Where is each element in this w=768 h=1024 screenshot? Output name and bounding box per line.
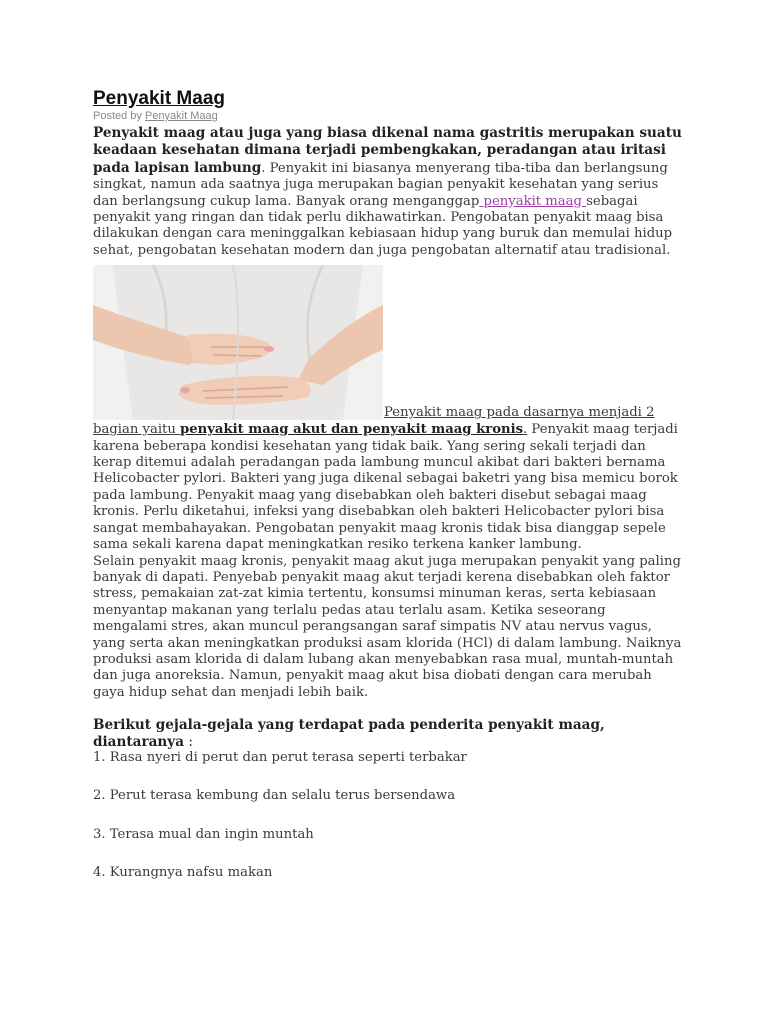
acute-paragraph: Selain penyakit maag kronis, penyakit maag akut juga merupakan penyakit yang paling banyak di dapati. Penyebab penyakit maag akut terjadi kerena disebabkan oleh faktor stress, pemakaian zat-zat kimia tertentu, konsumsi minuman keras, serta kebiasaan menyantap makanan yang terlalu pedas atau terlalu asam. Ketika seseorang mengalami stres, akan muncul perangsangan saraf simpatis NV atau nervus vagus, yang serta akan meningkatkan produksi asam klorida (HCl) di dalam lambung. Naiknya produksi asam klorida di dalam lubang akan menyebabkan rasa mual, muntah-muntah dan juga anoreksia. Namun, penyakit maag akut bisa diobati dengan cara merubah gaya hidup sehat dan menjadi lebih baik. — [93, 553, 682, 700]
byline-prefix: Posted by — [93, 110, 145, 122]
image-row — [93, 265, 683, 422]
caption-continuation: bagian yaitu — [93, 422, 181, 438]
symptoms-heading — [93, 717, 683, 750]
byline — [93, 110, 683, 123]
stomach-pain-photo — [93, 265, 383, 420]
list-item: 4. Kurangnya nafsu makan — [93, 865, 273, 881]
types-text: Penyakit maag terjadi karena beberapa kondisi kesehatan yang tidak baik. Yang sering sekali terjadi dan kerap ditemui adalah peradangan pada lambung muncul akibat dari bakteri bernama Helicobacter pylori. Bakteri yang juga dikenal sebagai baketri yang bisa memicu borok pada lambung. Penyakit maag yang disebabkan oleh bakteri disebut sebagai maag kronis. Perlu diketahui, infeksi yang disebabkan oleh bakteri Helicobacter pylori bisa sangat membahayakan. Pengobatan penyakit maag kronis tidak bisa dianggap sepele sama sekali karena dapat meningkatkan resiko terkena kanker lambung. — [93, 422, 678, 553]
article-title[interactable]: Penyakit Maag — [93, 88, 225, 109]
symptoms-heading-text: Berikut gejala-gejala yang terdapat pada penderita penyakit maag, diantaranya — [93, 717, 605, 750]
intro-text-2: sebagai penyakit yang ringan dan tidak perlu dikhawatirkan. Pengobatan penyakit maag bisa dilakukan dengan cara meninggalkan kebiasaan hidup yang buruk dan memulai hidup sehat, pengobatan kesehatan modern dan juga pengobatan alternatif atau tradisional. — [93, 193, 673, 258]
types-paragraph — [93, 422, 683, 553]
article — [93, 88, 683, 882]
caption-start: Penyakit maag pada dasarnya menjadi 2 — [384, 405, 655, 421]
intro-bold-text: Penyakit maag atau juga yang biasa dikenal nama gastritis merupakan suatu keadaan kesehatan dimana terjadi pembengkakan, peradangan atau iritasi pada lapisan lambung — [93, 125, 682, 176]
symptoms-list — [93, 750, 683, 882]
list-item: 2. Perut terasa kembung dan selalu terus bersendawa — [93, 788, 456, 804]
intro-paragraph — [93, 125, 683, 259]
types-bold-text: penyakit maag akut dan penyakit maag kronis — [180, 422, 524, 438]
symptoms-heading-colon: : — [184, 733, 193, 750]
intro-text-1: . Penyakit ini biasanya menyerang tiba-tiba dan berlangsung singkat, namun ada saatnya juga merupakan bagian penyakit kesehatan yang serius dan berlangsung cukup lama. Banyak orang menganggap — [93, 160, 668, 209]
caption-dot: . — [523, 422, 528, 438]
list-item: 3. Terasa mual dan ingin muntah — [93, 826, 314, 842]
author-link[interactable]: Penyakit Maag — [144, 110, 218, 122]
list-item: 1. Rasa nyeri di perut dan perut terasa seperti terbakar — [93, 749, 467, 765]
penyakit-maag-link[interactable]: penyakit maag — [479, 193, 587, 209]
